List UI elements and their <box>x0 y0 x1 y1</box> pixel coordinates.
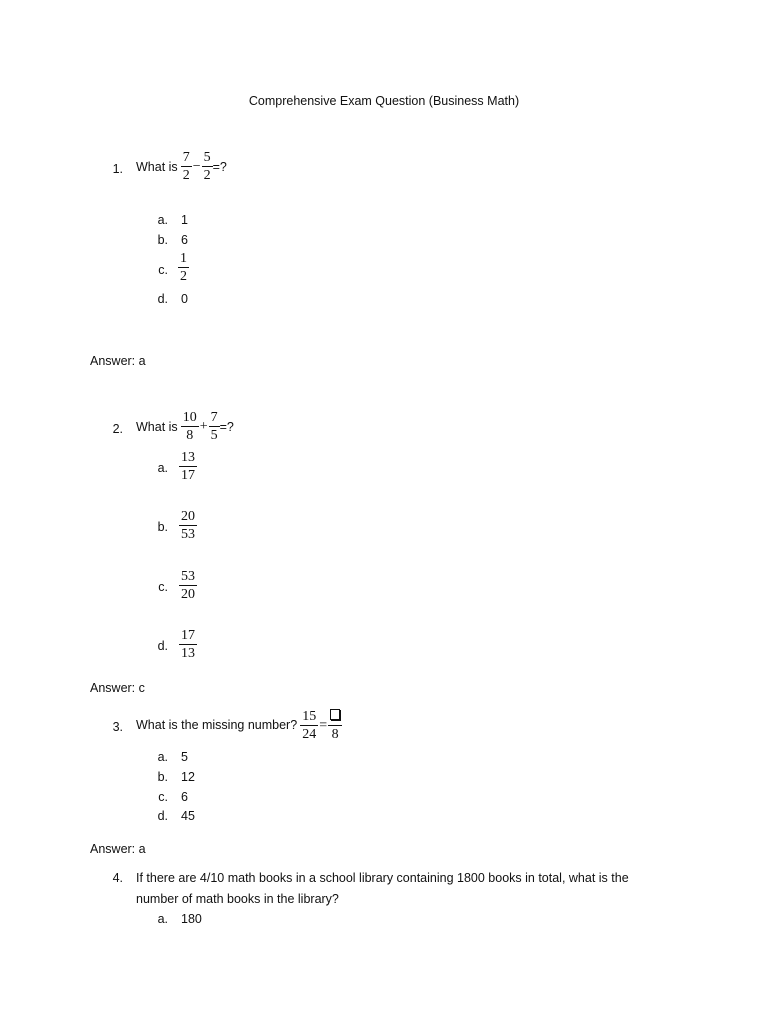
answer-3: Answer: a <box>90 842 146 856</box>
option-value <box>178 252 189 284</box>
question-4-line-2: number of math books in the library? <box>136 892 339 906</box>
option-value: 6 <box>181 790 188 804</box>
fraction-numerator: 17 <box>181 628 195 643</box>
option-fraction <box>180 451 196 483</box>
option-fraction <box>180 629 196 661</box>
question-2-number: 2. <box>112 422 123 436</box>
answer-2: Answer: c <box>90 681 145 695</box>
fraction-numerator: 1 <box>180 251 187 266</box>
option-value <box>179 510 197 542</box>
option-value <box>179 451 197 483</box>
option-letter: b. <box>157 233 168 247</box>
missing-number-box-icon <box>329 709 341 725</box>
fraction-denominator: 13 <box>181 646 195 661</box>
fraction-numerator: 15 <box>302 708 317 724</box>
option-letter: d. <box>157 639 168 653</box>
question-2-suffix: =? <box>219 419 234 434</box>
equals-operator: = <box>319 717 328 733</box>
fraction-denominator: 20 <box>181 587 195 602</box>
fraction-denominator: 2 <box>180 269 187 284</box>
fraction-numerator: 7 <box>182 150 190 165</box>
question-1-text <box>136 151 227 183</box>
question-4-line-1: If there are 4/10 math books in a school library containing 1800 books in total, what is the <box>136 871 629 885</box>
option-value: 180 <box>181 912 202 926</box>
option-letter: a. <box>157 213 168 227</box>
question-1-fraction-1 <box>182 151 191 183</box>
fraction-denominator: 5 <box>210 428 218 443</box>
option-value: 5 <box>181 750 188 764</box>
question-2-fraction-2 <box>210 411 219 443</box>
question-3-fraction-1 <box>301 710 317 742</box>
option-fraction <box>180 510 196 542</box>
option-letter: a. <box>157 750 168 764</box>
fraction-denominator: 8 <box>328 725 342 742</box>
option-value: 45 <box>181 809 195 823</box>
fraction-numerator: 5 <box>203 150 211 165</box>
question-3-prefix: What is the missing number? <box>136 718 298 733</box>
minus-operator: − <box>192 159 201 174</box>
question-1-fraction-2 <box>203 151 212 183</box>
option-letter: c. <box>158 790 168 804</box>
question-3-number: 3. <box>112 720 123 734</box>
fraction-numerator: 13 <box>181 450 195 465</box>
option-letter: d. <box>157 292 168 306</box>
option-letter: b. <box>157 770 168 784</box>
answer-1: Answer: a <box>90 354 146 368</box>
option-value: 12 <box>181 770 195 784</box>
question-3-text <box>136 709 342 742</box>
fraction-numerator: 20 <box>181 509 195 524</box>
option-value <box>179 629 197 661</box>
question-4-number: 4. <box>112 871 123 885</box>
question-2-prefix: What is <box>136 419 178 434</box>
option-fraction <box>180 570 196 602</box>
fraction-denominator: 17 <box>181 468 195 483</box>
page-title: Comprehensive Exam Question (Business Math) <box>248 94 520 108</box>
question-3-fraction-2 <box>329 709 341 742</box>
option-letter: c. <box>158 580 168 594</box>
fraction-denominator: 53 <box>181 527 195 542</box>
option-value <box>179 570 197 602</box>
fraction-denominator: 24 <box>302 726 317 742</box>
option-value: 0 <box>181 292 188 306</box>
option-letter: b. <box>157 520 168 534</box>
option-value: 1 <box>181 213 188 227</box>
question-1-prefix: What is <box>136 159 178 174</box>
option-letter: c. <box>158 263 168 277</box>
option-letter: a. <box>157 912 168 926</box>
option-fraction <box>179 252 188 284</box>
fraction-denominator: 2 <box>182 168 190 183</box>
fraction-denominator: 8 <box>181 426 199 443</box>
question-2-text <box>136 411 234 443</box>
option-letter: d. <box>157 809 168 823</box>
question-2-fraction-1 <box>182 411 198 443</box>
fraction-numerator: 10 <box>182 410 197 425</box>
question-1-suffix: =? <box>212 159 227 174</box>
plus-operator: + <box>199 419 208 434</box>
fraction-numerator: 7 <box>210 410 218 425</box>
fraction-numerator: 53 <box>181 569 195 584</box>
option-letter: a. <box>157 461 168 475</box>
option-value: 6 <box>181 233 188 247</box>
fraction-denominator: 2 <box>203 168 211 183</box>
question-1-number: 1. <box>112 162 123 176</box>
